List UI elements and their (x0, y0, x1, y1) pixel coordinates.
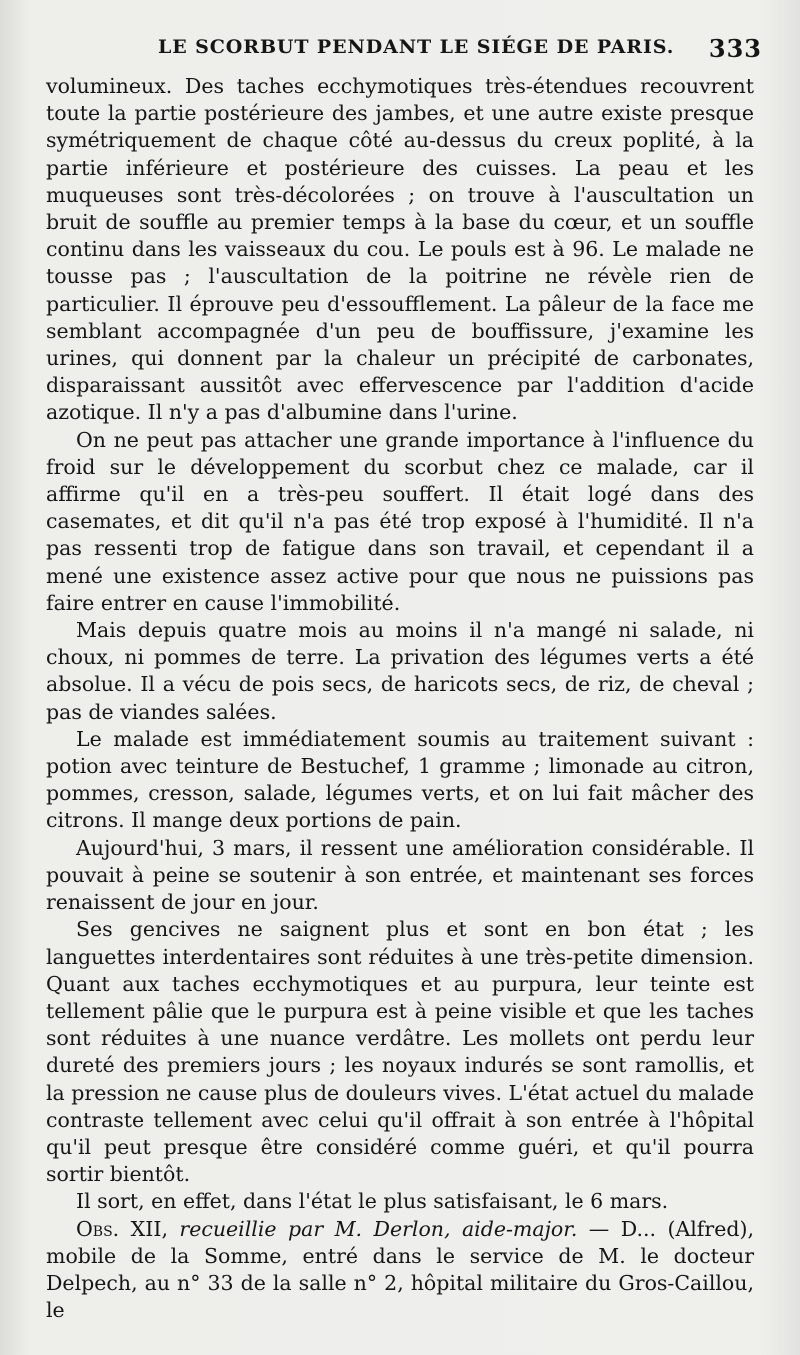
paragraph-observation (46, 1216, 754, 1325)
paragraph-diet: Mais depuis quatre mois au moins il n'a mangé ni salade, ni choux, ni pommes de terre. La privation des légumes verts a été absolue. Il a vécu de pois secs, de haricots secs, de riz, de cheval ; pas de viandes salées. (46, 618, 754, 724)
observation-text: — D... (Alfred), mobile de la Somme, entré dans le service de M. le docteur Delpech, au n° 33 de la salle n° 2, hôpital militaire du Gros-Caillou, le (46, 1216, 754, 1323)
body-text (46, 73, 754, 1324)
paragraph-continuation: volumineux. Des taches ecchymotiques très-étendues recouvrent toute la partie postérieure des jambes, et une autre existe presque symétriquement de chaque côté au-dessus du creux poplité, à la partie inférieure et postérieure des cuisses. La peau et les muqueuses sont très-décolorées ; on trouve à l'auscultation un bruit de souffle au premier temps à la base du cœur, et un souffle continu dans les vaisseaux du cou. Le pouls est à 96. Le malade ne tousse pas ; l'auscultation de la poitrine ne révèle rien de particulier. Il éprouve peu d'essoufflement. La pâleur de la face me semblant accompagnée d'un peu de bouffissure, j'examine les urines, qui donnent par la chaleur un précipité de carbonates, disparaissant aussitôt avec effervescence par l'addition d'acide azotique. Il n'y a pas d'albumine dans l'urine. (46, 74, 754, 425)
running-title: LE SCORBUT PENDANT LE SIÉGE DE PARIS. (158, 36, 675, 58)
paragraph-cold-influence: On ne peut pas attacher une grande importance à l'influence du froid sur le développement du scorbut chez ce malade, car il affirme qu'il en a très-peu souffert. Il était logé dans des casemates, et dit qu'il n'a pas été trop exposé à l'humidité. Il n'a pas ressenti trop de fatigue dans son travail, et cependant il a mené une existence assez active pour que nous ne puissions pas faire entrer en cause l'immobilité. (46, 427, 754, 615)
paragraph-gums: Ses gencives ne saignent plus et sont en bon état ; les languettes interdentaires sont réduites à une très-petite dimension. Quant aux taches ecchymotiques et au purpura, leur teinte est tellement pâlie que le purpura est à peine visible et que les taches sont réduites à une nuance verdâtre. Les mollets ont perdu leur dureté des premiers jours ; les noyaux indurés se sont ramollis, et la pression ne cause plus de douleurs vives. L'état actuel du malade contraste tellement avec celui qu'il offrait à son entrée à l'hôpital qu'il peut presque être considéré comme guéri, et qu'il pourra sortir bientôt. (46, 917, 754, 1187)
paragraph-treatment: Le malade est immédiatement soumis au traitement suivant : potion avec teinture de Bestuchef, 1 gramme ; limonade au citron, pommes, cresson, salade, légumes verts, et on lui fait mâcher des citrons. Il mange deux portions de pain. (46, 726, 754, 833)
observation-label: Obs. XII, (76, 1216, 168, 1241)
page-number: 333 (708, 34, 762, 63)
paragraph-discharge: Il sort, en effet, dans l'état le plus satisfaisant, le 6 mars. (76, 1189, 669, 1214)
observation-attribution: recueillie par M. Derlon, aide-major. (179, 1216, 578, 1241)
page-header (150, 28, 790, 68)
paragraph-improvement: Aujourd'hui, 3 mars, il ressent une amélioration considérable. Il pouvait à peine se soutenir à son entrée, et maintenant ses forces renaissent de jour en jour. (46, 835, 754, 915)
